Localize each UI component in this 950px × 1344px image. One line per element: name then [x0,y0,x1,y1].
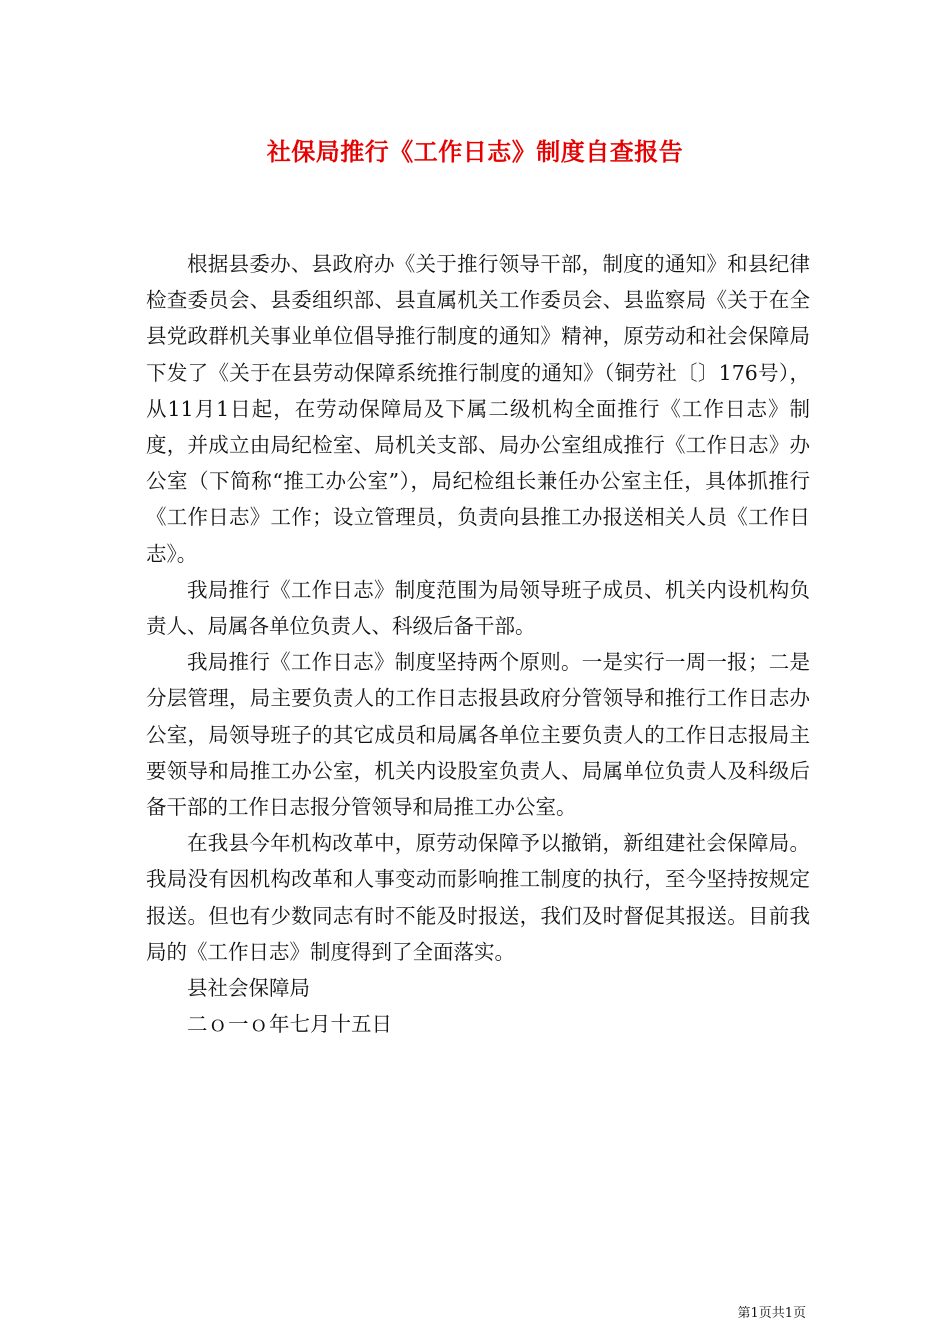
signature-date: 二ｏ一ｏ年七月十五日 [187,1012,392,1037]
document-body [146,246,810,1042]
signature-organization: 县社会保障局 [187,976,310,1001]
paragraph-scope: 我局推行《工作日志》制度范围为局领导班子成员、机关内设机构负责人、局属各单位负责人、科级后备干部。 [146,577,810,639]
paragraph-principles: 我局推行《工作日志》制度坚持两个原则。一是实行一周一报；二是分层管理，局主要负责人的工作日志报县政府分管领导和推行工作日志办公室，局领导班子的其它成员和局属各单位主要负责人的工作日志报局主要领导和局推工办公室，机关内设股室负责人、局属单位负责人及科级后备干部的工作日志报分管领导和局推工办公室。 [146,650,810,820]
paragraph-implementation: 在我县今年机构改革中，原劳动保障予以撤销，新组建社会保障局。我局没有因机构改革和人事变动而影响推工制度的执行，至今坚持按规定报送。但也有少数同志有时不能及时报送，我们及时督促其报送。目前我局的《工作日志》制度得到了全面落实。 [146,831,810,964]
document-title: 社保局推行《工作日志》制度自查报告 [266,137,684,166]
paragraph-background: 根据县委办、县政府办《关于推行领导干部，制度的通知》和县纪律检查委员会、县委组织部、县直属机关工作委员会、县监察局《关于在全县党政群机关事业单位倡导推行制度的通知》精神，原劳动和社会保障局下发了《关于在县劳动保障系统推行制度的通知》（铜劳社〔〕176号），从11月1日起，在劳动保障局及下属二级机构全面推行《工作日志》制度，并成立由局纪检室、局机关支部、局办公室组成推行《工作日志》办公室（下简称“推工办公室”），局纪检组长兼任办公室主任，具体抓推行《工作日志》工作；设立管理员，负责向县推工办报送相关人员《工作日志》。 [146,252,810,566]
page-number-footer: 第1页共1页 [737,1306,806,1321]
